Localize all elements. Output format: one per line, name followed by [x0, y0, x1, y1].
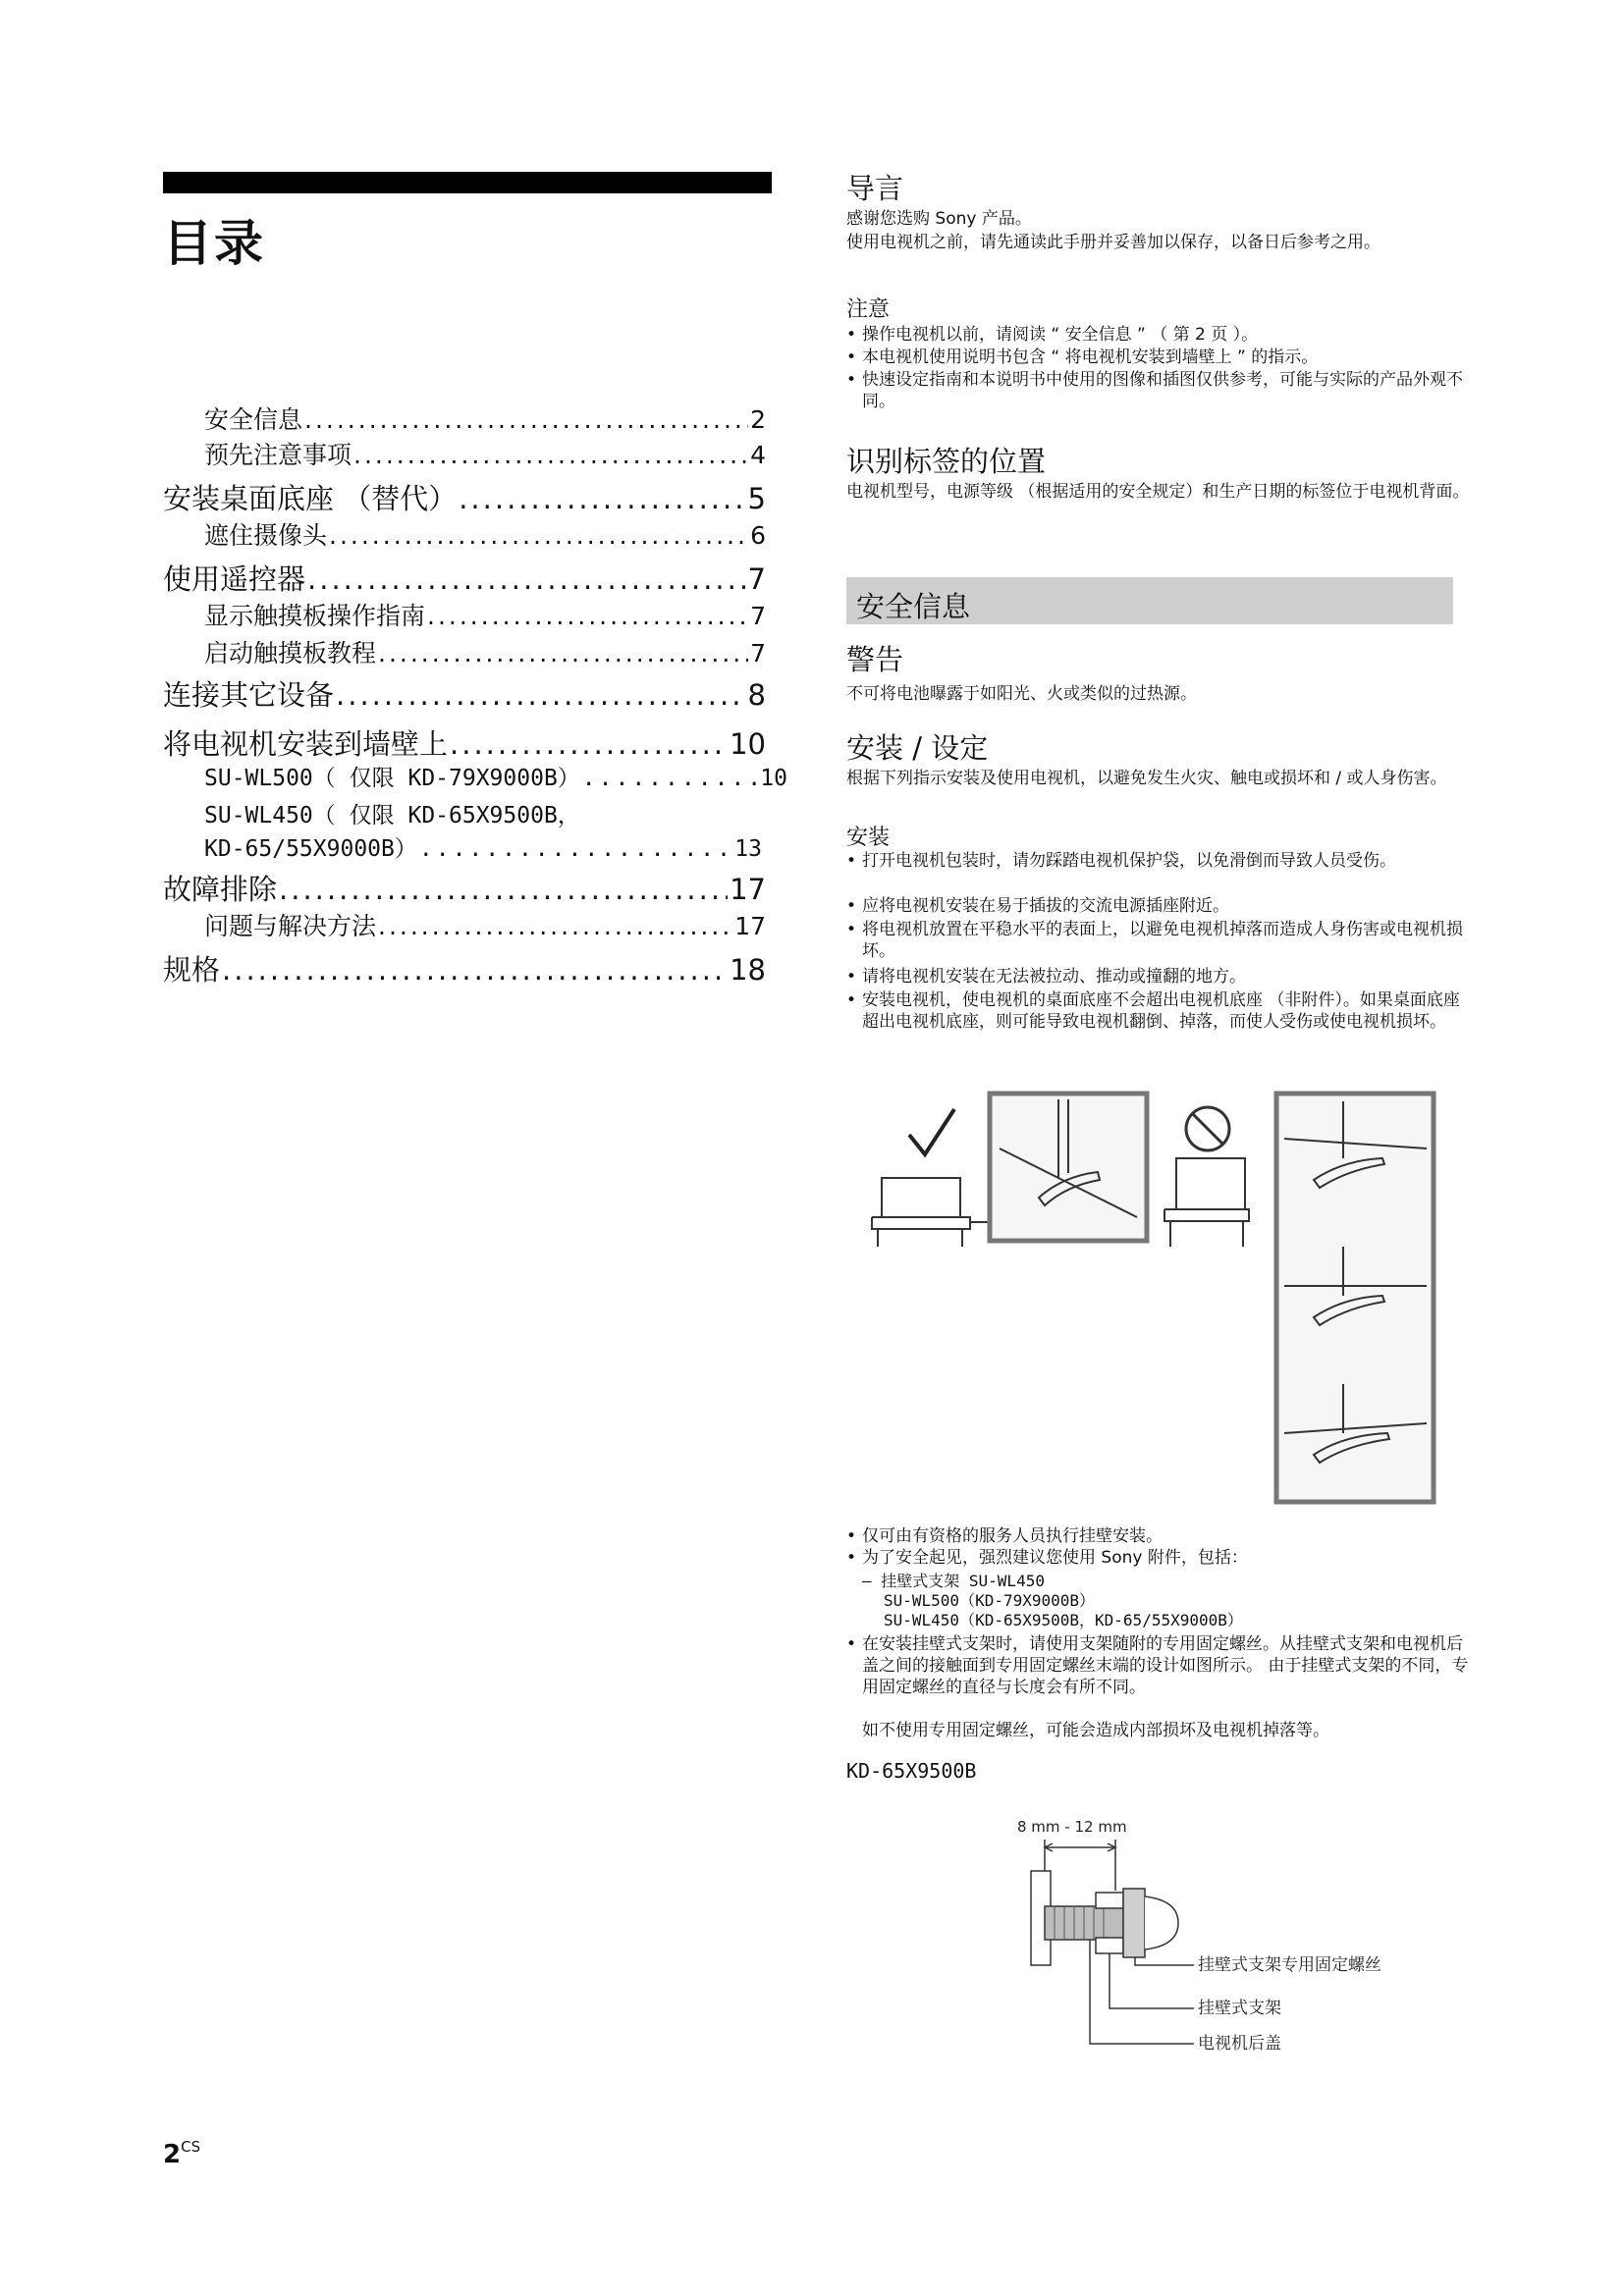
- toc-entry-label: 使用遥控器: [163, 562, 306, 596]
- toc-entry[interactable]: [204, 907, 766, 940]
- warning-text: 不可将电池曝露于如阳光、火或类似的过热源。: [846, 684, 1197, 704]
- toc-entry[interactable]: [204, 436, 766, 469]
- toc-entry[interactable]: [163, 558, 766, 595]
- screw-diagram: [1011, 1812, 1443, 2057]
- toc-entry-page: 17: [730, 873, 766, 906]
- bracket-line: SU-WL450（KD-65X9500B，KD-65/55X9000B）: [884, 1611, 1243, 1629]
- install-text: 根据下列指示安装及使用电视机，以避免发生火灾、触电或损坏和 / 或人身伤害。: [846, 769, 1447, 788]
- toc-entry[interactable]: [163, 673, 766, 711]
- toc-entry-page: 7: [750, 639, 766, 667]
- toc-entry-label: 安装桌面底座 （替代）: [163, 482, 458, 515]
- toc-entry[interactable]: [163, 722, 766, 760]
- toc-entry-page: 7: [747, 562, 766, 596]
- install-bullet: • 仅可由有资格的服务人员执行挂壁安装。: [846, 1525, 1475, 1547]
- tv-on-table-ng: [1164, 1158, 1249, 1247]
- check-icon: [909, 1109, 954, 1154]
- toc-entry-page: 2: [750, 405, 766, 434]
- toc-entry-label: 将电视机安装到墙壁上: [163, 727, 449, 761]
- toc-entry[interactable]: [163, 477, 766, 514]
- cover-label: 电视机后盖: [1198, 2034, 1281, 2054]
- bracket-line: SU-WL500（KD-79X9000B）: [884, 1591, 1096, 1610]
- dimension-label: 8 mm - 12 mm: [1017, 1818, 1127, 1836]
- install-subheading: 安装: [846, 826, 891, 850]
- toc-entry-page: 13: [734, 836, 762, 862]
- screw-cap: [1145, 1896, 1178, 1949]
- toc-entry[interactable]: [204, 830, 762, 864]
- toc-entry-page: 6: [750, 521, 766, 550]
- model-name: KD-65X9500B: [846, 1759, 977, 1783]
- toc-entry-label: 问题与解决方法: [204, 912, 377, 940]
- note-item: • 快速设定指南和本说明书中使用的图像和插图仅供参考，可能与实际的产品外观不同。: [846, 369, 1475, 412]
- toc-entry-page: 5: [747, 482, 766, 515]
- toc-title: 目录: [163, 215, 265, 272]
- toc-entry-page: 8: [747, 678, 766, 712]
- bracket-line: – 挂壁式支架 SU-WL450: [862, 1572, 1045, 1590]
- page-number: [163, 2140, 200, 2169]
- install-bullet-tail: 如不使用专用固定螺丝，可能会造成内部损坏及电视机掉落等。: [862, 1721, 1329, 1740]
- install-bullet: • 在安装挂壁式支架时，请使用支架随附的专用固定螺丝。从挂壁式支架和电视机后盖之间的接触面到专用固定螺丝末端的设计如图所示。 由于挂壁式支架的不同，专用固定螺丝的直径与长度会有所不同。: [846, 1633, 1475, 1698]
- page-number-suffix: CS: [181, 2138, 201, 2156]
- toc-entry-page: 7: [750, 602, 766, 630]
- wall-bracket-top: [1096, 1893, 1123, 1908]
- toc-entry[interactable]: [163, 948, 766, 986]
- toc-entry[interactable]: [204, 760, 787, 793]
- intro-paragraph: 感谢您选购 Sony 产品。: [846, 209, 1032, 229]
- dimension-lines: [1045, 1840, 1115, 1891]
- page-number-value: 2: [163, 2140, 182, 2169]
- screw-label: 挂壁式支架专用固定螺丝: [1198, 1955, 1381, 1975]
- screw-head: [1123, 1889, 1145, 1957]
- install-bullet: • 打开电视机包装时，请勿踩踏电视机保护袋，以免滑倒而导致人员受伤。: [846, 850, 1475, 872]
- toc-entry[interactable]: [204, 516, 766, 550]
- label-location-heading: 识别标签的位置: [846, 445, 1047, 478]
- intro-paragraph: 使用电视机之前，请先通读此手册并妥善加以保存，以备日后参考之用。: [846, 233, 1380, 252]
- note-item: • 本电视机使用说明书包含 “ 将电视机安装到墙壁上 ” 的指示。: [846, 347, 1475, 368]
- toc-entry-page: 4: [750, 441, 766, 469]
- safety-title: 安全信息: [856, 590, 971, 623]
- toc-entry-label: 显示触摸板操作指南: [204, 602, 426, 630]
- toc-entry[interactable]: [163, 868, 766, 905]
- toc-entry-label: 规格: [163, 953, 221, 987]
- install-bullet: • 为了安全起见，强烈建议您使用 Sony 附件，包括：: [846, 1547, 1475, 1569]
- label-location-text: 电视机型号，电源等级 （根据适用的安全规定）和生产日期的标签位于电视机背面。: [846, 482, 1470, 502]
- toc-entry-label: KD-65/55X9000B）: [204, 836, 417, 862]
- bracket-label: 挂壁式支架: [1198, 1999, 1281, 2018]
- install-bullet: • 应将电视机安装在易于插拔的交流电源插座附近。: [846, 895, 1475, 917]
- wall-bracket-bottom: [1096, 1938, 1123, 1953]
- toc-entry[interactable]: [204, 597, 766, 630]
- zoom-box-ng: [1276, 1094, 1434, 1502]
- toc-entry-label: 预先注意事项: [204, 441, 352, 469]
- note-item: • 操作电视机以前，请阅读 “ 安全信息 ” （ 第 2 页 ）。: [846, 324, 1475, 346]
- install-bullet: • 安装电视机，使电视机的桌面底座不会超出电视机底座 （非附件）。如果桌面底座超出电视机底座，则可能导致电视机翻倒、掉落，而使人受伤或使电视机损坏。: [846, 989, 1475, 1033]
- toc-entry-page: 17: [734, 912, 766, 940]
- toc-header-bar: [163, 172, 772, 193]
- install-bullet: • 请将电视机安装在无法被拉动、推动或撞翻的地方。: [846, 966, 1475, 988]
- toc-entry-label: 故障排除: [163, 873, 278, 906]
- install-heading: 安装 / 设定: [846, 731, 989, 765]
- stand-placement-illustration: [852, 1090, 1441, 1512]
- toc-entry[interactable]: [204, 634, 766, 667]
- intro-heading: 导言: [846, 172, 904, 205]
- toc-entry-page: 18: [730, 953, 766, 987]
- tv-on-table-ok: [872, 1178, 990, 1247]
- prohibited-icon: [1186, 1107, 1229, 1150]
- note-heading: 注意: [846, 297, 891, 322]
- toc-entry-page: 10: [760, 766, 787, 791]
- toc-entry-label: 启动触摸板教程: [204, 639, 377, 667]
- toc-entry-label: SU-WL500（ 仅限 KD-79X9000B）: [204, 766, 580, 791]
- toc-entry-page: 10: [730, 727, 766, 761]
- toc-entry-label: 遮住摄像头: [204, 521, 328, 550]
- install-bullet: • 将电视机放置在平稳水平的表面上，以避免电视机掉落而造成人身伤害或电视机损坏。: [846, 919, 1475, 962]
- warning-heading: 警告: [846, 643, 904, 676]
- toc-entry-label: 安全信息: [204, 405, 303, 434]
- toc-entry-label[interactable]: SU-WL450（ 仅限 KD-65X9500B，: [204, 803, 580, 828]
- toc-entry[interactable]: [204, 400, 766, 434]
- toc-entry-label: 连接其它设备: [163, 678, 335, 712]
